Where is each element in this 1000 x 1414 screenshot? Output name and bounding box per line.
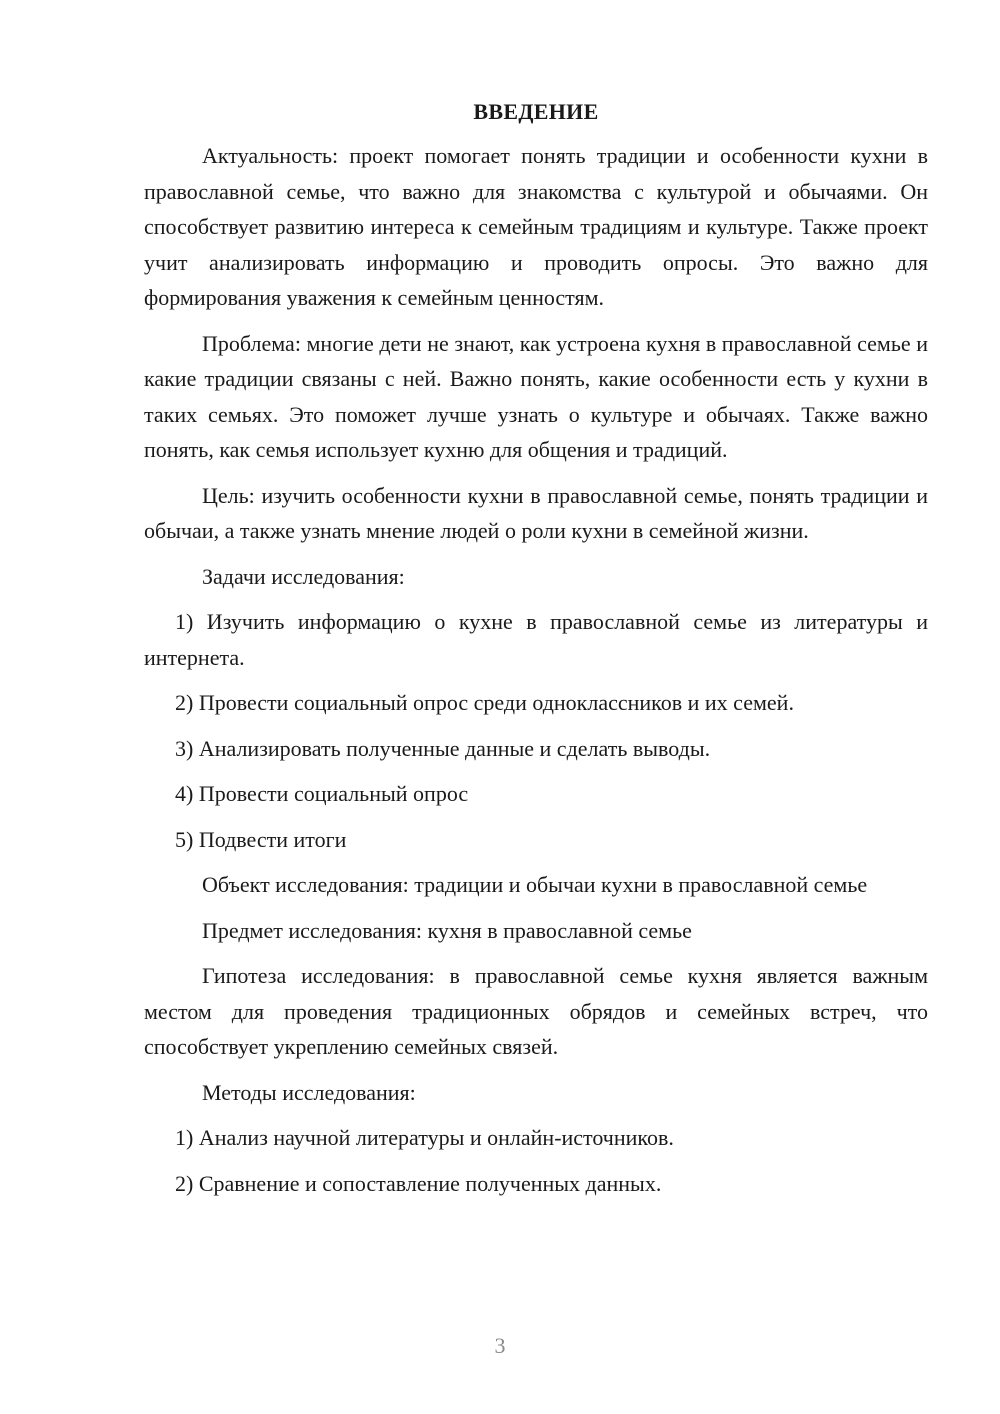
task-item: 1) Изучить информацию о кухне в православной семье из литературы и интернета.	[144, 609, 928, 670]
page-title: ВВЕДЕНИЕ	[473, 99, 599, 124]
task-item: 4) Провести социальный опрос	[175, 781, 469, 806]
problem-paragraph: Проблема: многие дети не знают, как устроена кухня в православной семье и какие традиции связаны с ней. Важно понять, какие особенности есть у кухни в таких семьях. Это поможет лучше узнать о культуре и обычаях. Также важно понять, как семья использует кухню для общения и традиций.	[144, 330, 928, 462]
method-item: 2) Сравнение и сопоставление полученных данных.	[175, 1170, 662, 1196]
tasks-heading: Задачи исследования:	[202, 563, 405, 589]
goal-paragraph: Цель: изучить особенности кухни в православной семье, понять традиции и обычаи, а также узнать мнение людей о роли кухни в семейной жизни.	[144, 482, 928, 543]
task-item: 5) Подвести итоги	[175, 826, 347, 852]
relevance-paragraph: Актуальность: проект помогает понять традиции и особенности кухни в православной семье, что важно для знакомства с культурой и обычаями. Он способствует развитию интереса к семейным традициям и культуре. Также проект учит анализировать информацию и проводить опросы. Это важно для формирования уважения к семейным ценностям.	[144, 143, 928, 310]
task-item: 2) Провести социальный опрос среди одноклассников и их семей.	[175, 690, 794, 715]
task-item: 3) Анализировать полученные данные и сделать выводы.	[175, 735, 711, 761]
methods-heading: Методы исследования:	[202, 1079, 416, 1105]
method-item: 1) Анализ научной литературы и онлайн-источников.	[175, 1125, 674, 1150]
object-paragraph: Объект исследования: традиции и обычаи кухни в православной семье	[202, 872, 868, 897]
page-number: 3	[494, 1333, 506, 1358]
subject-paragraph: Предмет исследования: кухня в православной семье	[202, 917, 692, 943]
hypothesis-paragraph: Гипотеза исследования: в православной семье кухня является важным местом для проведения традиционных обрядов и семейных встреч, что способствует укреплению семейных связей.	[144, 963, 928, 1059]
